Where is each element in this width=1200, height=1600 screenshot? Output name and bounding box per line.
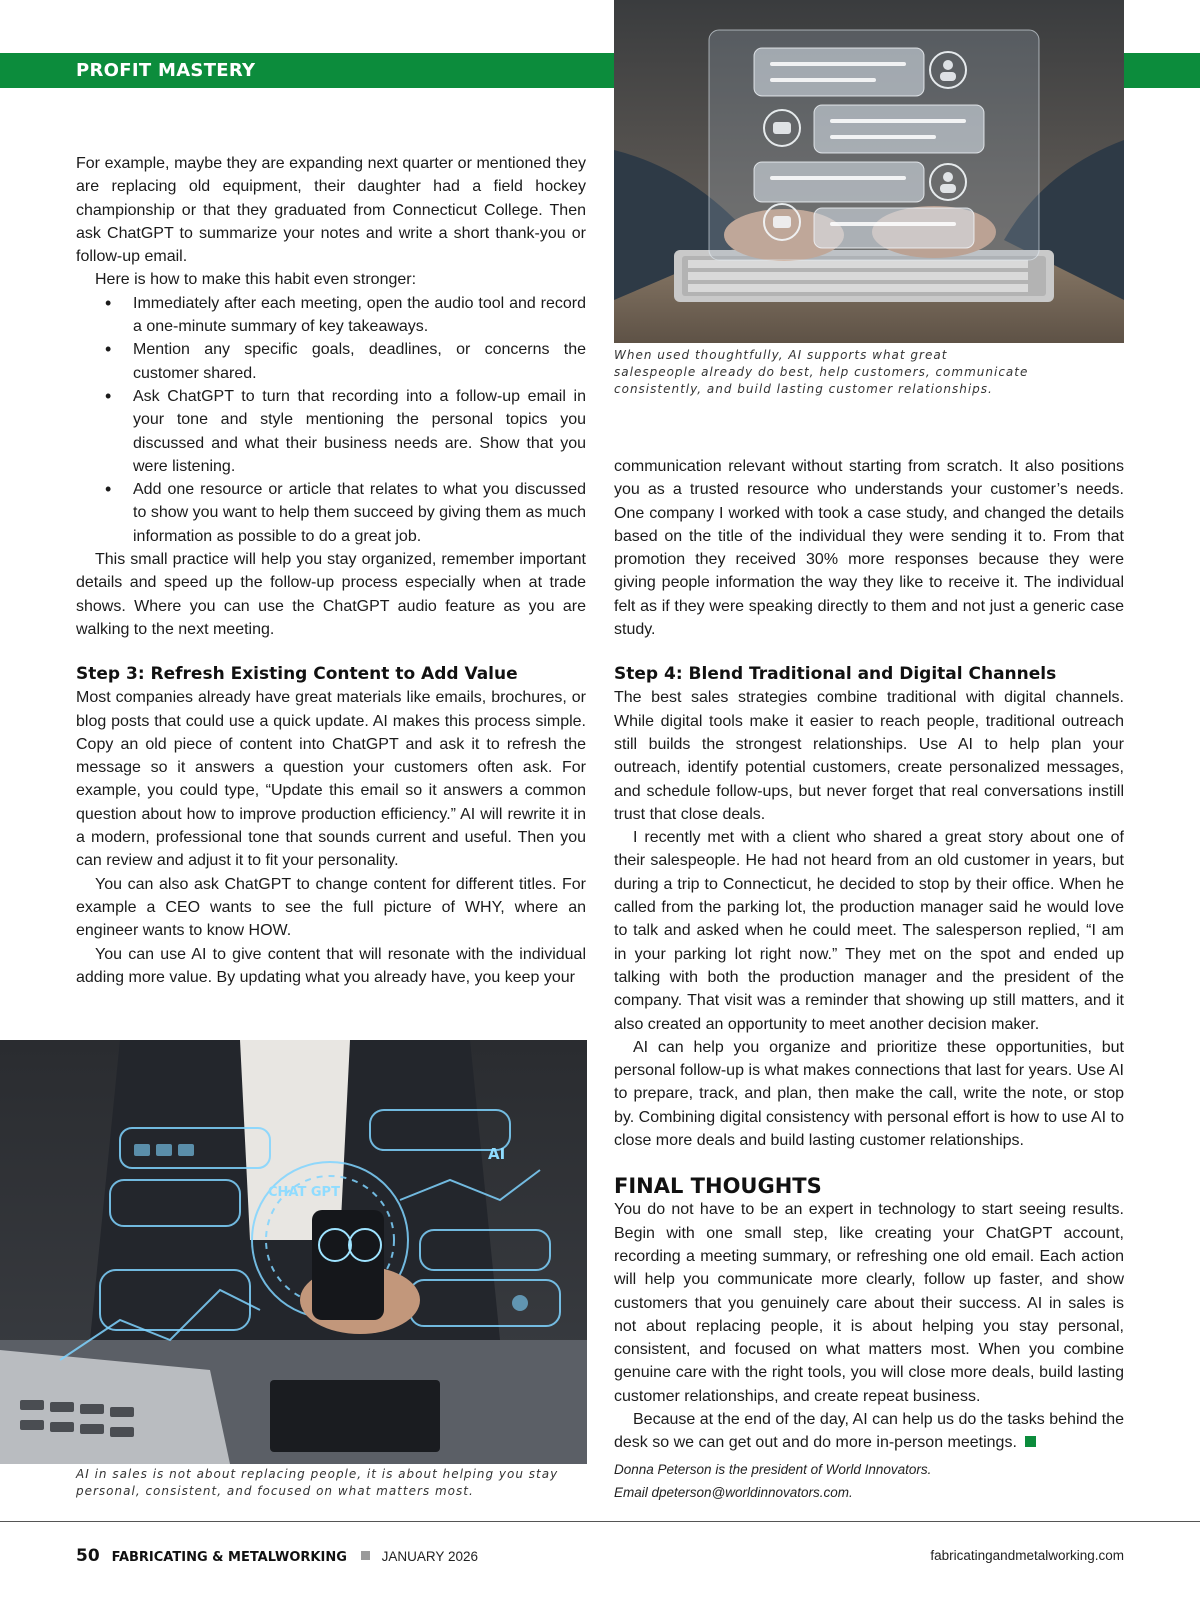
list-item: • Add one resource or article that relates to what you discussed to show you want to help them succeed by giving them as much information as possible to do a great job. (95, 478, 586, 548)
page-number: 50 (76, 1546, 100, 1566)
paragraph: I recently met with a client who shared a great story about one of their salespeople. He had not heard from an old customer in years, but during a trip to Connecticut, he decided to stop by their office. When he called from the parking lot, the production manager said he would love to talk and asked when he could meet. The salesperson replied, “I am in your parking lot right now.” They met on the spot and ended up talking with both the production manager and the president of the company. That visit was a reminder that showing up still matters, and it also created an opportunity to meet another decision maker. (614, 829, 1124, 1033)
bio-email: Email dpeterson@worldinnovators.com. (614, 1485, 853, 1500)
paragraph: Here is how to make this habit even stronger: (95, 271, 417, 289)
paragraph: AI can help you organize and prioritize these opportunities, but personal follow-up is what makes connections that last for years. Use AI to prepare, track, and plan, then make the call, write the note, or stop by. Combining digital consistency with personal effort is how to use AI to close more deals and build lasting customer relationships. (614, 1038, 1124, 1150)
website-url: fabricatingandmetalworking.com (930, 1548, 1124, 1563)
paragraph: The best sales strategies combine traditional with digital channels. While digital tools make it easier to reach people, traditional outreach still builds the strongest relationships. Use AI to help plan your outreach, identify potential customers, create personalized messages, and schedule follow-ups, but never forget that real conversations instill trust that close deals. (614, 689, 1124, 823)
ai-label: AI (488, 1145, 506, 1163)
photo-chat-interface (614, 0, 1124, 343)
caption-top: When used thoughtfully, AI supports what great salespeople already do best, help customers, communicate consistently, and build lasting customer relationships. (614, 348, 1029, 396)
author-bio (614, 1458, 1114, 1504)
paragraph: Most companies already have great materials like emails, brochures, or blog posts that could use a quick update. AI makes this process simple. Copy an old piece of content into ChatGPT and ask it to refresh the message so it answers a question your customers often ask. For example, you could type, “Update this email so it answers a common question about how to improve production efficiency.” AI will rewrite it in a modern, professional tone that sounds current and useful. Then you can review and adjust it to fit your personality. (76, 689, 586, 870)
paragraph: You can use AI to give content that will resonate with the individual adding more value. By updating what you already have, you keep your (76, 945, 586, 986)
step4-heading: Step 4: Blend Traditional and Digital Channels (614, 664, 1057, 685)
step3-heading: Step 3: Refresh Existing Content to Add Value (76, 664, 518, 685)
separator-square-icon (361, 1551, 370, 1560)
paragraph: This small practice will help you stay organized, remember important details and speed up the follow-up process especially when at trade shows. Where you can use the ChatGPT audio feature as you are walking to the next meeting. (76, 551, 586, 638)
paragraph: You can also ask ChatGPT to change content for different titles. For example a CEO wants to see the full picture of WHY, where an engineer wants to know HOW. (76, 875, 586, 940)
end-mark-icon (1025, 1436, 1036, 1447)
list-item: • Immediately after each meeting, open the audio tool and record a one-minute summary of key takeaways. (95, 292, 586, 339)
caption-bottom: AI in sales is not about replacing people, it is about helping you stay personal, consistent, and focused on what matters most. (76, 1467, 559, 1498)
footer-rule (0, 1521, 1200, 1522)
list-item: • Mention any specific goals, deadlines, or concerns the customer shared. (95, 338, 586, 385)
list-item: • Ask ChatGPT to turn that recording into a follow-up email in your tone and style mentioning the personal topics you discussed and what their business needs are. Show that you were listening. (95, 385, 586, 478)
article-column-left (76, 152, 586, 989)
paragraph: You do not have to be an expert in technology to start seeing results. Begin with one small step, like creating your ChatGPT account, recording a meeting summary, or refreshing one old email. Each action will help you communicate more clearly, follow up faster, and show customers that you genuinely care about their success. AI in sales is not about replacing people, it is about helping you stay personal, consistent, and focused on what matters most. When you combine genuine care with the right tools, you will close more deals, build lasting customer relationships, and create repeat business. (614, 1201, 1124, 1405)
closing-paragraph (614, 1408, 1124, 1455)
magazine-name: FABRICATING & METALWORKING (111, 1550, 347, 1565)
closing-text: Because at the end of the day, AI can help us do the tasks behind the desk so we can get out and do more in-person meetings. (614, 1410, 1124, 1452)
bio-line: Donna Peterson is the president of World Innovators. (614, 1462, 932, 1477)
chat-gpt-label: CHAT GPT (268, 1185, 340, 1200)
page-footer (76, 1546, 1124, 1568)
paragraph: For example, maybe they are expanding next quarter or mentioned they are replacing old equipment, their daughter had a field hockey championship or that they graduated from Connecticut College. Then ask ChatGPT to summarize your notes and write a short thank-you or follow-up email. (76, 155, 586, 266)
photo-ai-interface (0, 1040, 587, 1464)
final-thoughts-heading: FINAL THOUGHTS (614, 1174, 822, 1199)
paragraph: communication relevant without starting from scratch. It also positions you as a trusted resource who understands your customer’s needs. One company I worked with took a case study, and changed the details based on the title of the individual they were sending it to. From that promotion they received 30% more responses because they were giving people information the way they like to receive it. The individual felt as if they were speaking directly to them and not just a generic case study. (614, 458, 1124, 639)
tips-list (95, 292, 586, 548)
issue-date: JANUARY 2026 (381, 1549, 478, 1564)
section-label: PROFIT MASTERY (76, 60, 256, 81)
article-column-right (614, 455, 1124, 1455)
